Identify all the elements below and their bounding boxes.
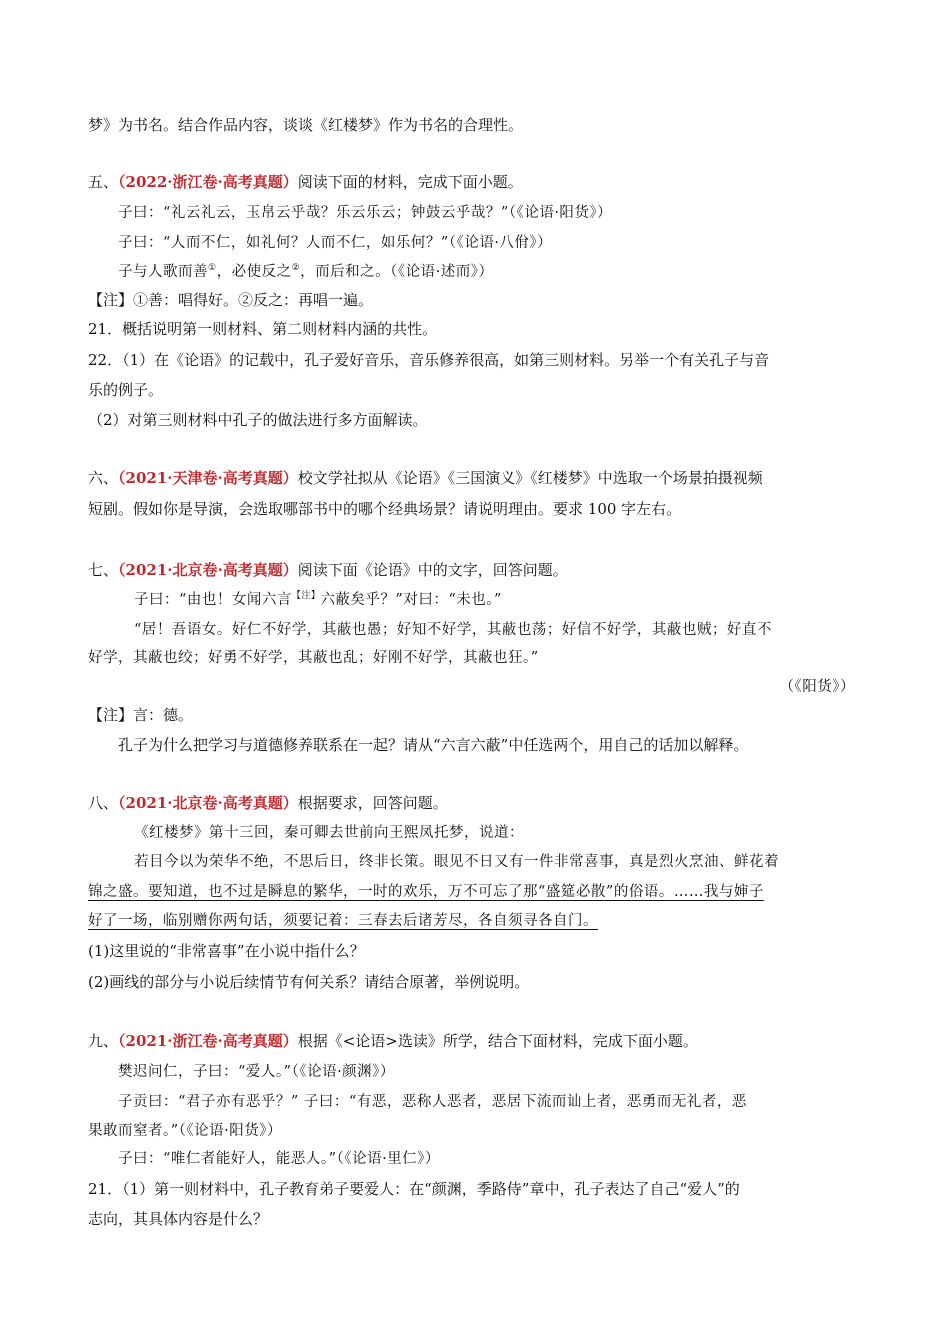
quote-line: “居！吾语女。好仁不好学，其蔽也愚；好知不好学，其蔽也荡；好信不好学，其蔽也贼；好直不 (134, 622, 772, 638)
question-1: (1)这里说的“非常喜事”在小说中指什么？ (88, 942, 365, 960)
quote-line: 子贡曰：“君子亦有恶乎？” 子曰：“有恶，恶称人恶者，恶居下流而讪上者，恶勇而无礼者，恶 (118, 1094, 747, 1110)
quote-text: 子曰：“由也！女闻六言 (134, 592, 292, 608)
section-prompt: 根据《<论语>选读》所学，结合下面材料，完成下面小题。 (297, 1032, 698, 1050)
underlined-text: 我与婶子 (703, 884, 764, 900)
note-line: 【注】言：德。 (88, 706, 194, 724)
section-9-heading (88, 1031, 698, 1051)
quote-line: 好学，其蔽也绞；好勇不好学，其蔽也乱；好刚不好学，其蔽也狂。” (88, 650, 539, 666)
question-22-cont: 乐的例子。 (88, 381, 164, 399)
quote-line: 樊迟问仁，子曰：“爱人。”（《论语·颜渊》） (118, 1064, 395, 1080)
footnote-marker: ② (291, 263, 301, 274)
quote-line: 子曰：“人而不仁，如礼何？人而不仁，如乐何？”（《论语·八佾》） (118, 235, 553, 251)
section-number: 九、 (88, 1032, 119, 1050)
note-line: 【注】①善：唱得好。②反之：再唱一遍。 (88, 291, 374, 309)
question-21-cont: 志向，其具体内容是什么？ (88, 1210, 269, 1228)
quote-line: 果敢而窒者。”（《论语·阳货》） (88, 1123, 283, 1139)
section-7-heading (88, 560, 568, 580)
quote-line: 子曰：“唯仁者能好人，能恶人。”（《论语·里仁》） (118, 1151, 440, 1167)
section-prompt: 阅读下面的材料，完成下面小题。 (297, 173, 523, 191)
section-5-heading (88, 172, 523, 192)
section-number: 八、 (88, 794, 119, 812)
section-prompt: 阅读下面《论语》中的文字，回答问题。 (297, 561, 568, 579)
question-2: (2)画线的部分与小说后续情节有何关系？请结合原著，举例说明。 (88, 973, 530, 991)
section-6-heading (88, 468, 763, 488)
quote-line (88, 882, 764, 902)
question-21: 21．（1）第一则材料中，孔子教育弟子要爱人：在“颜渊，季路侍”章中，孔子表达了自己“爱人”的 (88, 1180, 740, 1198)
underlined-text: 锦之盛。要知道，也不过是瞬息的繁华，一时的欢乐，万不可忘了那“盛筵必散”的俗语。…… (88, 884, 704, 900)
source-tag: （2021·天津卷·高考真题） (118, 469, 298, 487)
quote-text: 子与人歌而善 (118, 264, 208, 280)
section-6-cont: 短剧。假如你是导演，会选取哪部书中的哪个经典场景？请说明理由。要求 100 字左右。 (88, 500, 682, 518)
quote-line: 子曰：“礼云礼云，玉帛云乎哉？乐云乐云；钟鼓云乎哉？”（《论语·阳货》） (118, 205, 613, 221)
section-prompt: 校文学社拟从《论语》《三国演义》《红楼梦》中选取一个场景拍摄视频 (297, 469, 763, 487)
question-22-part2: （2）对第三则材料中孔子的做法进行多方面解读。 (88, 411, 428, 429)
citation: （《阳货》） (779, 679, 855, 695)
source-tag: （2022·浙江卷·高考真题） (118, 173, 298, 191)
underlined-line: 好了一场，临别赠你两句话，须要记着：三春去后诸芳尽，各自须寻各自门。 (88, 913, 598, 929)
footnote-marker: ① (208, 263, 217, 274)
text-line: 梦》为书名。结合作品内容，谈谈《红楼梦》作为书名的合理性。 (88, 116, 524, 134)
section-number: 七、 (88, 561, 119, 579)
source-tag: （2021·浙江卷·高考真题） (118, 1032, 298, 1050)
section-8-heading (88, 793, 448, 813)
quote-text: ，而后和之。（《论语·述而》） (300, 264, 494, 280)
quote-line: 若目今以为荣华不绝，不思后日，终非长策。眼见不日又有一件非常喜事，真是烈火烹油、鲜花着 (134, 854, 779, 870)
footnote-marker: 【注】 (291, 591, 321, 602)
quote-line (134, 590, 502, 610)
section-number: 五、 (88, 173, 119, 191)
quote-text: ，必使反之 (216, 264, 292, 280)
source-tag: （2021·北京卷·高考真题） (118, 794, 298, 812)
section-prompt: 根据要求，回答问题。 (297, 794, 448, 812)
quote-text: 六蔽矣乎？”对曰：“未也。” (320, 592, 502, 608)
source-tag: （2021·北京卷·高考真题） (118, 561, 298, 579)
task-line: 孔子为什么把学习与道德修养联系在一起？请从“六言六蔽”中任选两个，用自己的话加以解释。 (118, 736, 749, 754)
section-number: 六、 (88, 469, 119, 487)
question-22: 22．（1）在《论语》的记载中，孔子爱好音乐，音乐修养很高，如第三则材料。另举一个有关孔子与音 (88, 351, 770, 369)
intro-line: 《红楼梦》第十三回，秦可卿去世前向王熙凤托梦，说道： (134, 825, 524, 841)
question-21: 21．概括说明第一则材料、第二则材料内涵的共性。 (88, 320, 438, 338)
quote-line (118, 262, 494, 282)
